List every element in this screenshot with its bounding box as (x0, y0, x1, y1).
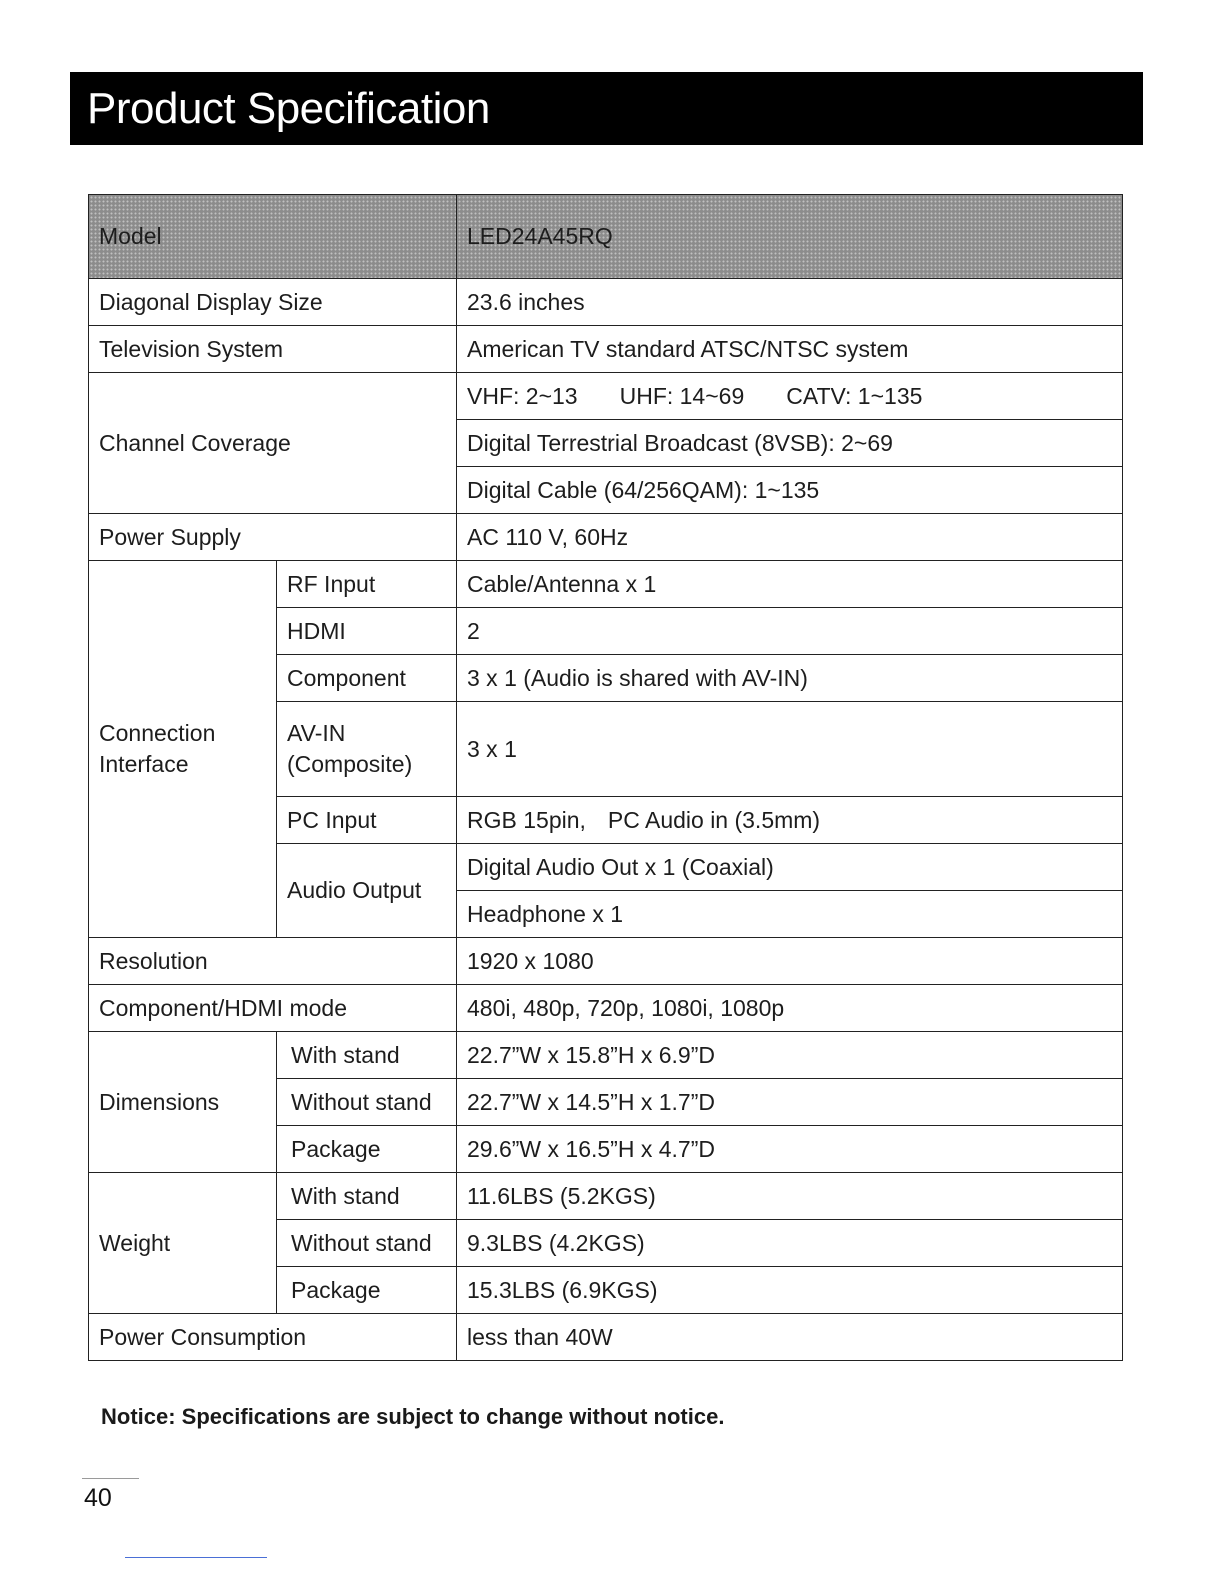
spec-table (88, 194, 1123, 1361)
dim-without-stand-label: Without stand (277, 1079, 457, 1126)
component-value: 3 x 1 (Audio is shared with AV-IN) (457, 655, 1123, 702)
table-row-channel-analog (89, 373, 1123, 420)
weight-with-stand-label: With stand (277, 1173, 457, 1220)
digital-cable-value: Digital Cable (64/256QAM): 1~135 (457, 467, 1123, 514)
av-in-label-line1: AV-IN (287, 720, 346, 746)
av-in-value: 3 x 1 (457, 702, 1123, 797)
power-supply-label: Power Supply (89, 514, 457, 561)
model-value: LED24A45RQ (457, 195, 1123, 279)
weight-with-stand-value: 11.6LBS (5.2KGS) (457, 1173, 1123, 1220)
pc-audio-value: PC Audio in (3.5mm) (607, 806, 821, 833)
digital-terrestrial-value: Digital Terrestrial Broadcast (8VSB): 2~69 (457, 420, 1123, 467)
pc-rgb-value: RGB 15pin, (467, 806, 586, 833)
catv-value: CATV: 1~135 (786, 382, 923, 409)
pc-input-label: PC Input (277, 797, 457, 844)
page-number-divider (82, 1478, 139, 1479)
power-consumption-label: Power Consumption (89, 1314, 457, 1361)
channel-coverage-label: Channel Coverage (89, 373, 457, 514)
digital-audio-out-value: Digital Audio Out x 1 (Coaxial) (457, 844, 1123, 891)
connection-interface-label (89, 561, 277, 938)
diagonal-value: 23.6 inches (457, 279, 1123, 326)
weight-without-stand-label: Without stand (277, 1220, 457, 1267)
weight-package-label: Package (277, 1267, 457, 1314)
tv-system-value: American TV standard ATSC/NTSC system (457, 326, 1123, 373)
table-row-component-hdmi-mode (89, 985, 1123, 1032)
weight-package-value: 15.3LBS (6.9KGS) (457, 1267, 1123, 1314)
table-row-power-consumption (89, 1314, 1123, 1361)
hdmi-label: HDMI (277, 608, 457, 655)
page-title: Product Specification (70, 72, 1143, 145)
page-number: 40 (84, 1484, 112, 1512)
channel-analog-value (457, 373, 1123, 420)
diagonal-label: Diagonal Display Size (89, 279, 457, 326)
table-row-model (89, 195, 1123, 279)
power-supply-value: AC 110 V, 60Hz (457, 514, 1123, 561)
resolution-value: 1920 x 1080 (457, 938, 1123, 985)
weight-label: Weight (89, 1173, 277, 1314)
rf-input-label: RF Input (277, 561, 457, 608)
table-row-rf-input (89, 561, 1123, 608)
dim-package-value: 29.6”W x 16.5”H x 4.7”D (457, 1126, 1123, 1173)
bottom-divider (125, 1557, 267, 1558)
pc-input-value (457, 797, 1123, 844)
av-in-label (277, 702, 457, 797)
rf-input-value: Cable/Antenna x 1 (457, 561, 1123, 608)
table-row-diagonal (89, 279, 1123, 326)
dim-with-stand-value: 22.7”W x 15.8”H x 6.9”D (457, 1032, 1123, 1079)
weight-without-stand-value: 9.3LBS (4.2KGS) (457, 1220, 1123, 1267)
vhf-value: VHF: 2~13 (467, 382, 578, 409)
connection-label-line2: Interface (99, 751, 189, 777)
resolution-label: Resolution (89, 938, 457, 985)
table-row-weight-with-stand (89, 1173, 1123, 1220)
tv-system-label: Television System (89, 326, 457, 373)
component-label: Component (277, 655, 457, 702)
uhf-value: UHF: 14~69 (619, 382, 745, 409)
table-row-tv-system (89, 326, 1123, 373)
audio-output-label: Audio Output (277, 844, 457, 938)
dim-package-label: Package (277, 1126, 457, 1173)
dimensions-label: Dimensions (89, 1032, 277, 1173)
table-row-resolution (89, 938, 1123, 985)
dim-without-stand-value: 22.7”W x 14.5”H x 1.7”D (457, 1079, 1123, 1126)
dim-with-stand-label: With stand (277, 1032, 457, 1079)
connection-label-line1: Connection (99, 720, 216, 746)
power-consumption-value: less than 40W (457, 1314, 1123, 1361)
model-label: Model (89, 195, 457, 279)
table-row-power-supply (89, 514, 1123, 561)
table-row-dim-with-stand (89, 1032, 1123, 1079)
component-hdmi-mode-label: Component/HDMI mode (89, 985, 457, 1032)
notice-text: Notice: Specifications are subject to change without notice. (101, 1404, 725, 1429)
av-in-label-line2: (Composite) (287, 751, 413, 777)
hdmi-value: 2 (457, 608, 1123, 655)
component-hdmi-mode-value: 480i, 480p, 720p, 1080i, 1080p (457, 985, 1123, 1032)
headphone-value: Headphone x 1 (457, 891, 1123, 938)
